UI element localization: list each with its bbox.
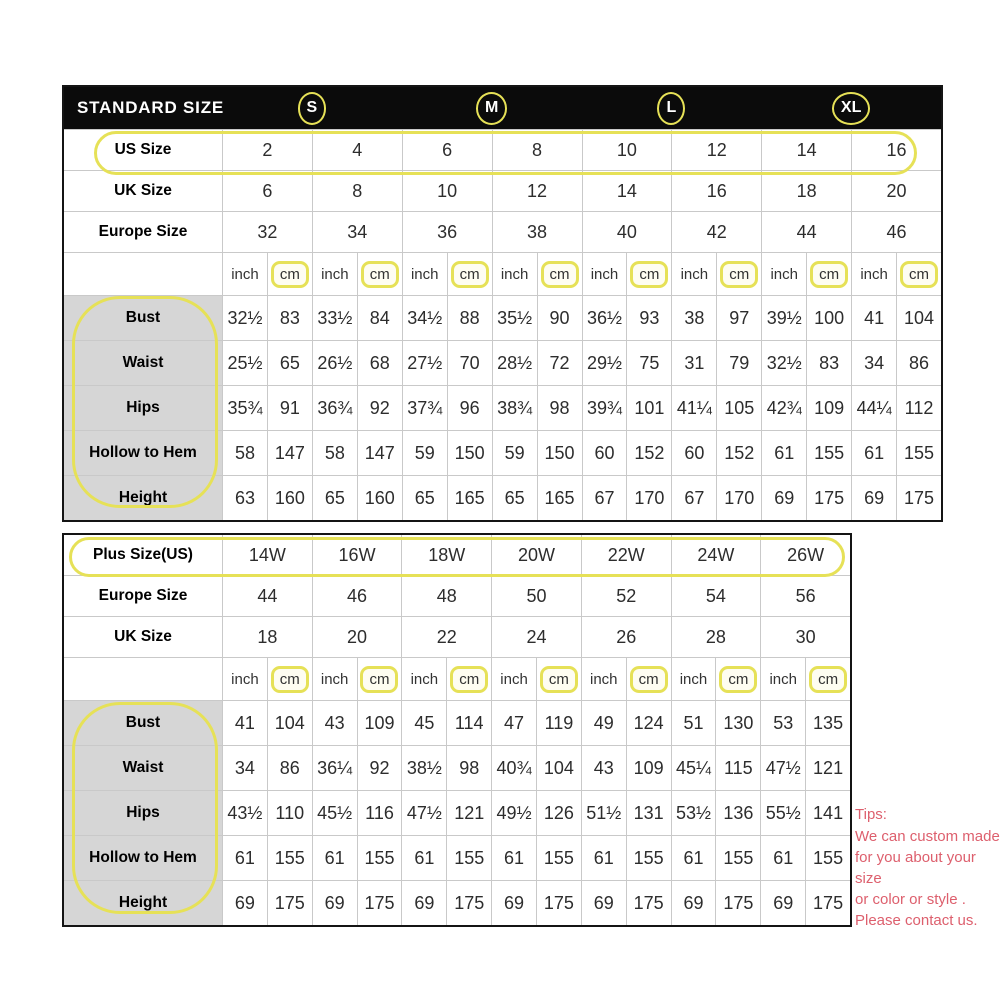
- measure-label-cell: Waist: [64, 341, 222, 385]
- measure-value-cell: 96: [447, 386, 492, 430]
- plus-size-table: [62, 533, 852, 927]
- measure-value-cell: 152: [716, 431, 761, 475]
- size-value-cell: 28: [671, 617, 761, 657]
- inch-unit-cell: inch: [312, 658, 357, 700]
- measure-label-cell: Hips: [64, 386, 222, 430]
- measure-value-cell: 60: [582, 431, 627, 475]
- size-value-cell: 42: [671, 212, 761, 252]
- cm-highlight-badge: cm: [271, 666, 309, 693]
- inch-unit-cell: inch: [401, 658, 446, 700]
- measure-value-cell: 31: [671, 341, 716, 385]
- size-value-cell: 30: [760, 617, 850, 657]
- measure-value-cell: 83: [267, 296, 312, 340]
- measure-value-cell: 98: [446, 746, 491, 790]
- cm-unit-cell: [357, 253, 402, 295]
- cm-unit-cell: [267, 253, 312, 295]
- measure-value-cell: 63: [222, 476, 267, 520]
- measure-value-cell: 42¾: [761, 386, 806, 430]
- measure-value-cell: 35½: [492, 296, 537, 340]
- measure-value-cell: 69: [761, 476, 806, 520]
- inch-unit-cell: inch: [582, 253, 627, 295]
- inch-unit-cell: inch: [222, 658, 267, 700]
- size-oval-highlight: L: [657, 92, 685, 125]
- unit-label-cell: [64, 253, 222, 295]
- measure-value-cell: 115: [715, 746, 760, 790]
- size-value-cell: 10: [582, 130, 672, 170]
- size-value-cell: 46: [312, 576, 402, 616]
- cm-unit-cell: [716, 253, 761, 295]
- cm-unit-cell: [447, 253, 492, 295]
- measure-value-cell: 155: [806, 431, 851, 475]
- measure-value-cell: 43: [312, 701, 357, 745]
- measure-value-cell: 49: [581, 701, 626, 745]
- cm-highlight-badge: cm: [630, 666, 668, 693]
- size-value-cell: 44: [761, 212, 851, 252]
- size-value-cell: 6: [402, 130, 492, 170]
- measure-value-cell: 93: [626, 296, 671, 340]
- measure-value-cell: 33½: [312, 296, 357, 340]
- measure-value-cell: 155: [446, 836, 491, 880]
- size-value-cell: 24W: [671, 535, 761, 575]
- size-label-cell: UK Size: [114, 628, 172, 645]
- size-value-cell: 18W: [401, 535, 491, 575]
- measure-value-cell: 59: [402, 431, 447, 475]
- measure-value-cell: 65: [312, 476, 357, 520]
- measure-value-cell: 55½: [760, 791, 805, 835]
- measure-value-cell: 150: [447, 431, 492, 475]
- cm-highlight-badge: cm: [541, 261, 579, 288]
- measure-value-cell: 79: [716, 341, 761, 385]
- table-row: [64, 385, 941, 430]
- measure-value-cell: 175: [896, 476, 941, 520]
- size-label-cell: UK Size: [114, 182, 172, 199]
- size-value-cell: 32: [222, 212, 312, 252]
- standard-size-header: [64, 87, 941, 129]
- size-value-cell: 52: [581, 576, 671, 616]
- size-value-cell: 8: [492, 130, 582, 170]
- measure-label-cell: Bust: [64, 296, 222, 340]
- size-value-cell: 56: [760, 576, 850, 616]
- size-value-cell: 46: [851, 212, 941, 252]
- size-oval-highlight: S: [298, 92, 327, 125]
- cm-unit-cell: [806, 253, 851, 295]
- measure-value-cell: 61: [671, 836, 716, 880]
- size-group-row: [222, 87, 941, 129]
- unit-row: [64, 252, 941, 295]
- inch-unit-cell: inch: [491, 658, 536, 700]
- measure-value-cell: 65: [267, 341, 312, 385]
- measure-value-cell: 25½: [222, 341, 267, 385]
- cm-unit-cell: [446, 658, 491, 700]
- measure-value-cell: 38: [671, 296, 716, 340]
- measure-label-cell: Hips: [64, 791, 222, 835]
- size-value-cell: 14: [761, 130, 851, 170]
- size-value-cell: 8: [312, 171, 402, 211]
- measure-value-cell: 155: [357, 836, 402, 880]
- measure-value-cell: 36¼: [312, 746, 357, 790]
- measure-value-cell: 112: [896, 386, 941, 430]
- measure-value-cell: 39¾: [582, 386, 627, 430]
- inch-unit-cell: inch: [402, 253, 447, 295]
- measure-value-cell: 45: [401, 701, 446, 745]
- size-value-cell: 12: [492, 171, 582, 211]
- size-value-cell: 6: [222, 171, 312, 211]
- size-value-cell: 40: [582, 212, 672, 252]
- inch-unit-cell: inch: [761, 253, 806, 295]
- measure-value-cell: 114: [446, 701, 491, 745]
- table-row: [64, 170, 941, 211]
- measure-value-cell: 26½: [312, 341, 357, 385]
- measure-value-cell: 126: [536, 791, 581, 835]
- size-value-cell: 22: [401, 617, 491, 657]
- size-value-cell: 22W: [581, 535, 671, 575]
- measure-value-cell: 61: [401, 836, 446, 880]
- measure-value-cell: 38½: [401, 746, 446, 790]
- measure-value-cell: 155: [536, 836, 581, 880]
- cm-highlight-badge: cm: [810, 261, 848, 288]
- measure-value-cell: 170: [716, 476, 761, 520]
- measure-value-cell: 104: [536, 746, 581, 790]
- measure-value-cell: 61: [581, 836, 626, 880]
- measure-value-cell: 175: [357, 881, 402, 925]
- measure-value-cell: 160: [357, 476, 402, 520]
- measure-value-cell: 29½: [582, 341, 627, 385]
- measure-value-cell: 37¾: [402, 386, 447, 430]
- measure-value-cell: 51½: [581, 791, 626, 835]
- tips-line: for you about your size: [855, 849, 976, 887]
- size-value-cell: 18: [222, 617, 312, 657]
- measure-value-cell: 91: [267, 386, 312, 430]
- measure-value-cell: 131: [626, 791, 671, 835]
- measure-value-cell: 43½: [222, 791, 267, 835]
- measure-value-cell: 175: [446, 881, 491, 925]
- table-row: [64, 745, 850, 790]
- measure-value-cell: 104: [267, 701, 312, 745]
- measure-label-cell: Hollow to Hem: [64, 431, 222, 475]
- standard-size-title: STANDARD SIZE: [77, 98, 225, 117]
- measure-value-cell: 165: [537, 476, 582, 520]
- measure-value-cell: 60: [671, 431, 716, 475]
- measure-value-cell: 69: [491, 881, 536, 925]
- measure-value-cell: 34: [222, 746, 267, 790]
- measure-value-cell: 119: [536, 701, 581, 745]
- measure-value-cell: 100: [806, 296, 851, 340]
- measure-value-cell: 34½: [402, 296, 447, 340]
- cm-unit-cell: [626, 658, 671, 700]
- inch-unit-cell: inch: [492, 253, 537, 295]
- measure-value-cell: 32½: [222, 296, 267, 340]
- measure-value-cell: 34: [851, 341, 896, 385]
- table-row: [64, 535, 850, 575]
- tips-note: [855, 804, 1000, 931]
- table-row: [64, 880, 850, 925]
- measure-value-cell: 130: [715, 701, 760, 745]
- measure-value-cell: 160: [267, 476, 312, 520]
- measure-value-cell: 28½: [492, 341, 537, 385]
- size-group: [761, 87, 941, 129]
- measure-value-cell: 175: [626, 881, 671, 925]
- measure-value-cell: 98: [537, 386, 582, 430]
- measure-value-cell: 175: [267, 881, 312, 925]
- measure-value-cell: 58: [222, 431, 267, 475]
- measure-label-cell: Height: [64, 881, 222, 925]
- measure-value-cell: 92: [357, 386, 402, 430]
- inch-unit-cell: inch: [581, 658, 626, 700]
- cm-unit-cell: [626, 253, 671, 295]
- measure-value-cell: 175: [715, 881, 760, 925]
- measure-value-cell: 65: [492, 476, 537, 520]
- cm-highlight-badge: cm: [720, 261, 758, 288]
- measure-value-cell: 175: [536, 881, 581, 925]
- inch-unit-cell: inch: [222, 253, 267, 295]
- measure-value-cell: 155: [896, 431, 941, 475]
- inch-unit-cell: inch: [671, 658, 716, 700]
- measure-value-cell: 72: [537, 341, 582, 385]
- measure-value-cell: 69: [312, 881, 357, 925]
- measure-value-cell: 86: [896, 341, 941, 385]
- size-group: [402, 87, 582, 129]
- cm-unit-cell: [357, 658, 402, 700]
- measure-value-cell: 39½: [761, 296, 806, 340]
- size-value-cell: 44: [222, 576, 312, 616]
- cm-unit-cell: [896, 253, 941, 295]
- measure-value-cell: 41¼: [671, 386, 716, 430]
- size-value-cell: 36: [402, 212, 492, 252]
- measure-value-cell: 136: [715, 791, 760, 835]
- measure-value-cell: 47: [491, 701, 536, 745]
- size-label-cell: US Size: [114, 141, 172, 158]
- measure-value-cell: 43: [581, 746, 626, 790]
- measure-value-cell: 150: [537, 431, 582, 475]
- measure-value-cell: 44¼: [851, 386, 896, 430]
- measure-value-cell: 101: [626, 386, 671, 430]
- measure-value-cell: 67: [582, 476, 627, 520]
- measure-value-cell: 116: [357, 791, 402, 835]
- measure-value-cell: 69: [401, 881, 446, 925]
- cm-highlight-badge: cm: [361, 261, 399, 288]
- size-value-cell: 16: [851, 130, 941, 170]
- cm-unit-cell: [715, 658, 760, 700]
- size-value-cell: 38: [492, 212, 582, 252]
- measure-value-cell: 86: [267, 746, 312, 790]
- measure-value-cell: 92: [357, 746, 402, 790]
- measure-value-cell: 175: [806, 476, 851, 520]
- size-label-cell: Europe Size: [98, 223, 188, 240]
- size-value-cell: 12: [671, 130, 761, 170]
- unit-row: [64, 657, 850, 700]
- size-value-cell: 4: [312, 130, 402, 170]
- tips-title: Tips:: [855, 806, 887, 823]
- table-row: [64, 835, 850, 880]
- measure-value-cell: 155: [626, 836, 671, 880]
- measure-value-cell: 109: [806, 386, 851, 430]
- measure-value-cell: 69: [851, 476, 896, 520]
- measure-value-cell: 53½: [671, 791, 716, 835]
- measure-value-cell: 61: [761, 431, 806, 475]
- measure-value-cell: 110: [267, 791, 312, 835]
- cm-unit-cell: [267, 658, 312, 700]
- measure-value-cell: 84: [357, 296, 402, 340]
- measure-value-cell: 69: [760, 881, 805, 925]
- measure-value-cell: 65: [402, 476, 447, 520]
- table-row: [64, 211, 941, 252]
- table-row: [64, 616, 850, 657]
- table-row: [64, 295, 941, 340]
- measure-value-cell: 104: [896, 296, 941, 340]
- measure-value-cell: 175: [805, 881, 850, 925]
- measure-value-cell: 32½: [761, 341, 806, 385]
- measure-value-cell: 51: [671, 701, 716, 745]
- measure-value-cell: 47½: [760, 746, 805, 790]
- measure-value-cell: 88: [447, 296, 492, 340]
- inch-unit-cell: inch: [760, 658, 805, 700]
- measure-value-cell: 68: [357, 341, 402, 385]
- table-row: [64, 340, 941, 385]
- standard-size-table: [62, 85, 943, 522]
- measure-value-cell: 53: [760, 701, 805, 745]
- cm-highlight-badge: cm: [271, 261, 309, 288]
- measure-value-cell: 105: [716, 386, 761, 430]
- tips-line: or color or style .: [855, 891, 966, 908]
- measure-value-cell: 170: [626, 476, 671, 520]
- measure-value-cell: 124: [626, 701, 671, 745]
- size-oval-highlight: M: [476, 92, 507, 125]
- measure-value-cell: 45½: [312, 791, 357, 835]
- cm-highlight-badge: cm: [360, 666, 398, 693]
- measure-value-cell: 75: [626, 341, 671, 385]
- size-group: [582, 87, 762, 129]
- measure-value-cell: 109: [357, 701, 402, 745]
- measure-value-cell: 155: [715, 836, 760, 880]
- measure-value-cell: 121: [805, 746, 850, 790]
- inch-unit-cell: inch: [671, 253, 716, 295]
- measure-value-cell: 35¾: [222, 386, 267, 430]
- measure-value-cell: 36¾: [312, 386, 357, 430]
- measure-value-cell: 152: [626, 431, 671, 475]
- size-value-cell: 50: [491, 576, 581, 616]
- measure-value-cell: 47½: [401, 791, 446, 835]
- size-label-cell: Plus Size(US): [93, 546, 193, 563]
- measure-value-cell: 27½: [402, 341, 447, 385]
- measure-value-cell: 61: [312, 836, 357, 880]
- table-row: [64, 430, 941, 475]
- measure-value-cell: 61: [760, 836, 805, 880]
- tips-line: We can custom made: [855, 828, 1000, 845]
- measure-value-cell: 61: [491, 836, 536, 880]
- measure-value-cell: 41: [851, 296, 896, 340]
- size-value-cell: 14: [582, 171, 672, 211]
- measure-value-cell: 83: [806, 341, 851, 385]
- size-group: [222, 87, 402, 129]
- size-value-cell: 20W: [491, 535, 581, 575]
- measure-value-cell: 69: [222, 881, 267, 925]
- measure-value-cell: 109: [626, 746, 671, 790]
- cm-highlight-badge: cm: [451, 261, 489, 288]
- tips-lines: [855, 826, 1000, 931]
- measure-value-cell: 41: [222, 701, 267, 745]
- size-value-cell: 48: [401, 576, 491, 616]
- tips-line: Please contact us.: [855, 912, 978, 929]
- measure-label-cell: Hollow to Hem: [64, 836, 222, 880]
- table-row: [64, 475, 941, 520]
- table-row: [64, 700, 850, 745]
- size-value-cell: 24: [491, 617, 581, 657]
- size-value-cell: 2: [222, 130, 312, 170]
- measure-value-cell: 70: [447, 341, 492, 385]
- size-value-cell: 34: [312, 212, 402, 252]
- inch-unit-cell: inch: [312, 253, 357, 295]
- measure-value-cell: 40¾: [491, 746, 536, 790]
- measure-value-cell: 36½: [582, 296, 627, 340]
- measure-value-cell: 141: [805, 791, 850, 835]
- measure-value-cell: 69: [581, 881, 626, 925]
- cm-highlight-badge: cm: [450, 666, 488, 693]
- size-value-cell: 18: [761, 171, 851, 211]
- size-label-cell: Europe Size: [98, 587, 188, 604]
- table-row: [64, 129, 941, 170]
- cm-highlight-badge: cm: [540, 666, 578, 693]
- measure-value-cell: 155: [805, 836, 850, 880]
- size-value-cell: 26W: [760, 535, 850, 575]
- cm-unit-cell: [537, 253, 582, 295]
- size-oval-highlight: XL: [832, 92, 870, 125]
- measure-label-cell: Waist: [64, 746, 222, 790]
- cm-unit-cell: [536, 658, 581, 700]
- measure-value-cell: 69: [671, 881, 716, 925]
- measure-label-cell: Height: [64, 476, 222, 520]
- cm-highlight-badge: cm: [809, 666, 847, 693]
- size-value-cell: 54: [671, 576, 761, 616]
- measure-value-cell: 90: [537, 296, 582, 340]
- table-row: [64, 575, 850, 616]
- measure-value-cell: 49½: [491, 791, 536, 835]
- measure-value-cell: 61: [851, 431, 896, 475]
- measure-value-cell: 45¼: [671, 746, 716, 790]
- size-value-cell: 20: [312, 617, 402, 657]
- cm-highlight-badge: cm: [719, 666, 757, 693]
- table-row: [64, 790, 850, 835]
- size-value-cell: 10: [402, 171, 492, 211]
- measure-value-cell: 121: [446, 791, 491, 835]
- size-value-cell: 20: [851, 171, 941, 211]
- cm-highlight-badge: cm: [630, 261, 668, 288]
- measure-value-cell: 165: [447, 476, 492, 520]
- measure-value-cell: 135: [805, 701, 850, 745]
- size-value-cell: 14W: [222, 535, 312, 575]
- measure-value-cell: 67: [671, 476, 716, 520]
- measure-value-cell: 155: [267, 836, 312, 880]
- measure-value-cell: 38¾: [492, 386, 537, 430]
- measure-value-cell: 58: [312, 431, 357, 475]
- measure-value-cell: 147: [267, 431, 312, 475]
- measure-value-cell: 147: [357, 431, 402, 475]
- measure-value-cell: 61: [222, 836, 267, 880]
- unit-label-cell: [64, 658, 222, 700]
- size-value-cell: 26: [581, 617, 671, 657]
- measure-label-cell: Bust: [64, 701, 222, 745]
- size-value-cell: 16W: [312, 535, 402, 575]
- measure-value-cell: 59: [492, 431, 537, 475]
- measure-value-cell: 97: [716, 296, 761, 340]
- cm-unit-cell: [805, 658, 850, 700]
- inch-unit-cell: inch: [851, 253, 896, 295]
- cm-highlight-badge: cm: [900, 261, 938, 288]
- size-value-cell: 16: [671, 171, 761, 211]
